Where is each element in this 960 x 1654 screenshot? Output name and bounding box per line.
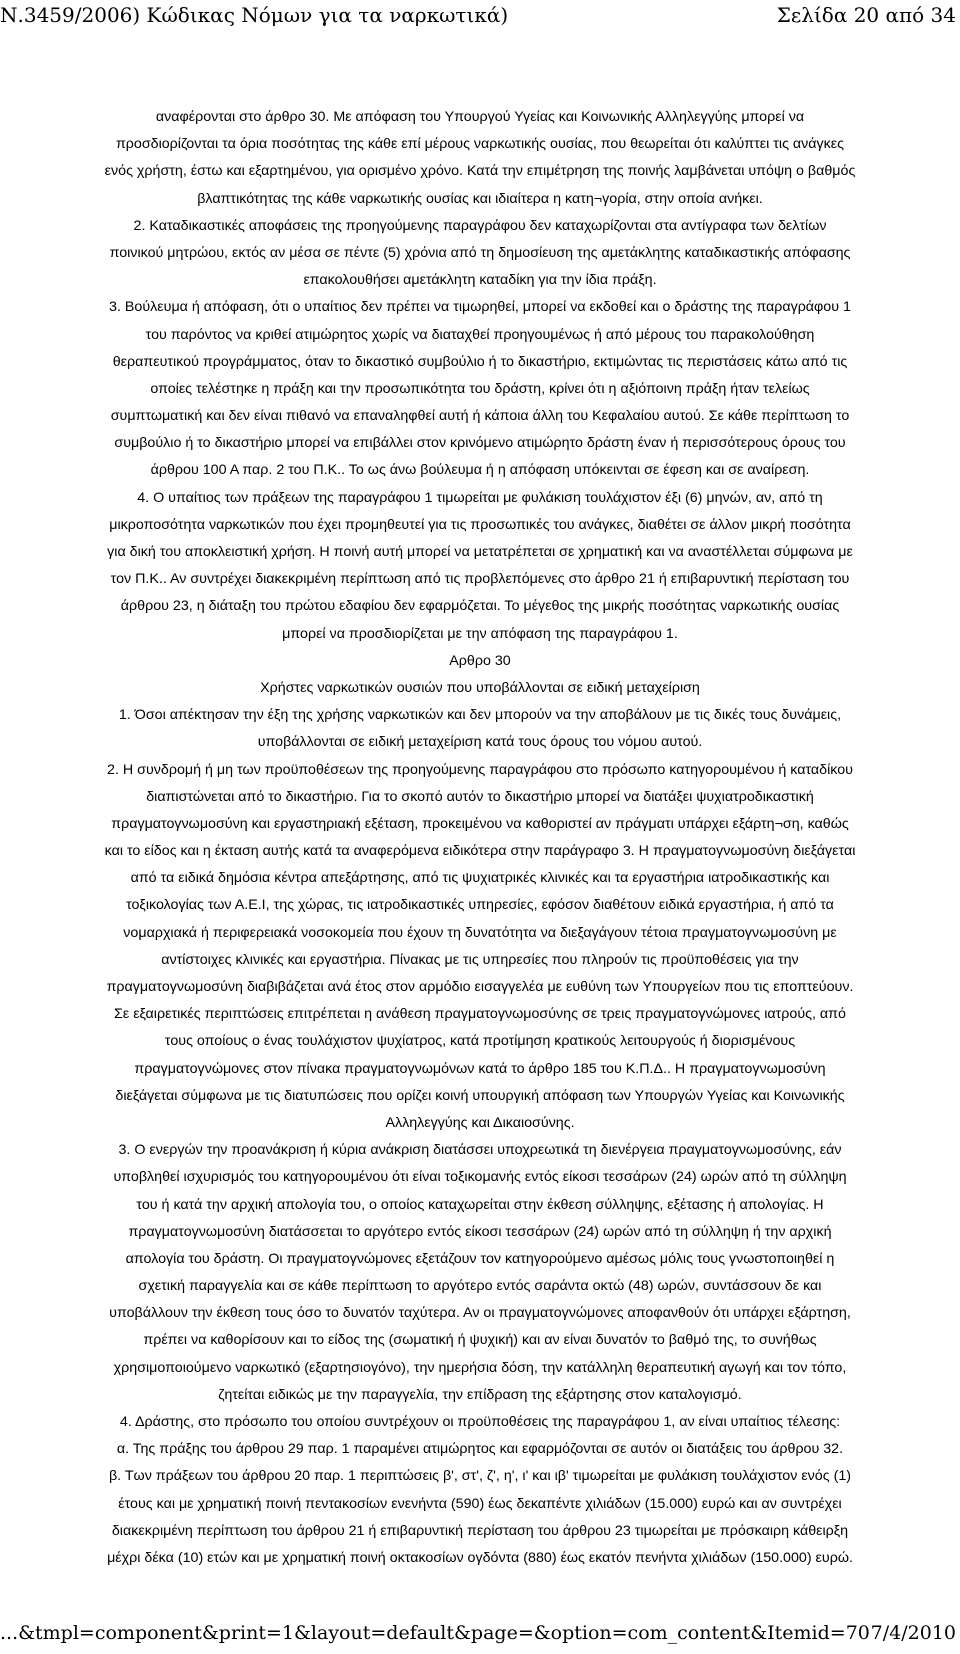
text-line: υποβάλλονται σε ειδική μεταχείριση κατά τους όρους του νόμου αυτού. <box>257 734 703 751</box>
text-line: διεξάγεται σύμφωνα με τις διατυπώσεις που ορίζει κοινή υπουργική απόφαση των Υπουργών Υγείας και Κοινωνικής <box>115 1087 845 1104</box>
text-line: του ή κατά την αρχική απολογία του, ο οποίος καταχωρείται στην έκθεση σύλληψης, εξέτασης ή απολογίας. Η <box>136 1196 824 1213</box>
text-line: Σε εξαιρετικές περιπτώσεις επιτρέπεται η ανάθεση πραγματογνωμοσύνης σε τρεις πραγματογνώμονες ιατρούς, από <box>114 1006 846 1023</box>
text-line: προσδιορίζονται τα όρια ποσότητας της κάθε επί μέρους ναρκωτικής ουσίας, που θεωρείται ότι καλύπτει τις ανάγκες <box>115 136 845 153</box>
text-line: Αρθρο 30 <box>449 652 511 669</box>
text-line: υποβάλλουν την έκθεση τους όσο το δυνατόν ταχύτερα. Αν οι πραγματογνώμονες αποφανθούν ότι υπάρχει εξάρτηση, <box>109 1305 851 1322</box>
text-line: πραγματογνωμοσύνη και εργαστηριακή εξέταση, προκειμένου να καθοριστεί αν πράγματι υπάρχει εξάρτη¬ση, καθώς <box>111 815 849 832</box>
text-line: 3. Ο ενεργών την προανάκριση ή κύρια ανάκριση διατάσσει υποχρεωτικά τη διενέργεια πραγματογνωμοσύνης, εάν <box>118 1142 842 1159</box>
text-line: διαπιστώνεται από το δικαστήριο. Για το σκοπό αυτόν το δικαστήριο μπορεί να διατάξει ψυχιατροδικαστική <box>146 788 814 805</box>
text-line: ενός χρήστη, έστω και εξαρτημένου, για ορισμένο χρόνο. Κατά την επιμέτρηση της ποινής λαμβάνεται υπόψη ο βαθμός <box>104 163 856 180</box>
text-line: και το είδος και η έκταση αυτής κατά τα αναφερόμενα ειδικότερα στην παράγραφο 3. Η πραγματογνωμοσύνη διεξάγεται <box>104 843 856 860</box>
text-line: από τα ειδικά δημόσια κέντρα απεξάρτησης, από τις ψυχιατρικές κλινικές και τα εργαστήρια ιατροδικαστικής και <box>130 870 830 887</box>
text-line: επακολουθήσει αμετάκλητη καταδίκη για την ίδια πράξη. <box>303 272 657 289</box>
text-line: οποίες τελέστηκε η πράξη και την προσωπικότητα του δράστη, κρίνει ότι η αξιόποινη πράξη ήταν τελείως <box>150 380 810 397</box>
text-line: πρέπει να καθορίσουν και το είδος της (σωματική ή ψυχική) και αν είναι δυνατόν το βαθμό της, το συνήθως <box>143 1332 817 1349</box>
text-line: συμβούλιο ή το δικαστήριο μπορεί να επιβάλλει στον κρινόμενο ατιμώρητο δράστη έναν ή περισσότερους όρους του <box>114 435 846 452</box>
text-line: τον Π.Κ.. Αν συντρέχει διακεκριμένη περίπτωση από τις προβλεπόμενες στο άρθρο 21 ή επιβαρυντική περίσταση του <box>110 571 850 588</box>
text-line: διακεκριμένη περίπτωση του άρθρου 21 ή επιβαρυντική περίσταση του άρθρου 23 τιμωρείται με πρόσκαιρη κάθειρξη <box>111 1522 849 1539</box>
text-line: νομαρχιακά ή περιφερειακά νοσοκομεία που έχουν τη δυνατότητα να διεξαγάγουν τέτοια πραγματογνωμοσύνη με <box>123 924 837 941</box>
text-line: απολογία του δράστη. Οι πραγματογνώμονες εξετάζουν τον κατηγορούμενο αμέσως μόλις τους γνωστοποιηθεί η <box>125 1250 835 1267</box>
text-line: Αλληλεγγύης και Δικαιοσύνης. <box>385 1114 575 1131</box>
text-line: έτους και με χρηματική ποινή πεντακοσίων ενενήντα (590) έως δεκαπέντε χιλιάδων (15.000) ευρώ και αν συντρέχει <box>118 1495 842 1512</box>
text-line: τους οποίους ο ένας τουλάχιστον ψυχίατρος, κατά προτίμηση κρατικούς λειτουργούς ή διορισμένους <box>164 1033 796 1050</box>
text-line: 2. Καταδικαστικές αποφάσεις της προηγούμενης παραγράφου δεν καταχωρίζονται στα αντίγραφα των δελτίων <box>133 217 827 234</box>
text-line: για δική του αποκλειστική χρήση. Η ποινή αυτή μπορεί να μετατρέπεται σε χρηματική και να αναστέλλεται σύμφωνα με <box>107 544 853 560</box>
text-line: υποβληθεί ισχυρισμός του κατηγορουμένου ότι είναι τοξικομανής εντός είκοσι τεσσάρων (24) ωρών από τη σύλληψη <box>113 1169 847 1186</box>
text-line: θεραπευτικού προγράμματος, όταν το δικαστικό συμβούλιο ή το δικαστήριο, εκτιμώντας τις περιστάσεις κάτω από τις <box>112 353 848 370</box>
text-line: ζητείται ειδικώς με την παραγγελία, την επίδραση της εξάρτησης στον καταλογισμό. <box>218 1386 742 1403</box>
page-number: Σελίδα 20 από 34 <box>776 3 956 27</box>
text-line: χρησιμοποιούμενο ναρκωτικό (εξαρτησιογόνο), την ημερήσια δόση, την κατάλληλη θεραπευτική αγωγή και τον τόπο, <box>113 1359 847 1376</box>
text-line: πραγματογνωμοσύνη διατάσσεται το αργότερο εντός είκοσι τεσσάρων (24) ωρών από τη σύλληψη ή την αρχική <box>128 1223 832 1240</box>
text-line: μέχρι δέκα (10) ετών και με χρηματική ποινή οκτακοσίων ογδόντα (880) έως εκατόν πενήντα χιλιάδων (150.000) ευρώ. <box>107 1549 853 1566</box>
text-line: συμπτωματική και δεν είναι πιθανό να επαναληφθεί αυτή ή κάποια άλλη του Κεφαλαίου αυτού. Σε κάθε περίπτωση το <box>110 408 850 425</box>
page-footer <box>0 1620 960 1650</box>
text-line: ποινικού μητρώου, εκτός αν μέσα σε πέντε (5) χρόνια από τη δημοσίευση της αμετάκλητης καταδικαστικής απόφασης <box>109 244 851 261</box>
text-line: του παρόντος να κριθεί ατιμώρητος χωρίς να διαταχθεί προηγουμένως ή από μέρους του παρακολούθηση <box>145 326 815 343</box>
footer-date: 7/4/2010 <box>870 1622 956 1644</box>
text-line: 4. Δράστης, στο πρόσωπο του οποίου συντρέχουν οι προϋποθέσεις της παραγράφου 1, αν είναι υπαίτιος τέλεσης: <box>119 1414 841 1430</box>
text-line: μικροποσότητα ναρκωτικών που έχει προμηθευτεί για τις προσωπικές του ανάγκες, διαθέτει σε άλλον μικρή ποσότητα <box>109 516 851 533</box>
text-line: πραγματογνωμοσύνη διαβιβάζεται ανά έτος στον αρμόδιο εισαγγελέα με ευθύνη των Υπουργείων που τις εποπτεύουν. <box>106 979 854 995</box>
text-line: 4. Ο υπαίτιος των πράξεων της παραγράφου 1 τιμωρείται με φυλάκιση τουλάχιστον έξι (6) μηνών, αν, από τη <box>137 489 823 506</box>
text-line: άρθρου 100 Α παρ. 2 του Π.Κ.. Το ως άνω βούλευμα ή η απόφαση υπόκεινται σε έφεση και σε αναίρεση. <box>150 462 810 479</box>
page-header <box>0 0 960 40</box>
text-line: β. Των πράξεων του άρθρου 20 παρ. 1 περιπτώσεις β', στ', ζ', η', ι' και ιβ' τιμωρείται με φυλάκιση τουλάχιστον ενός (1) <box>108 1468 852 1485</box>
text-line: α. Της πράξης του άρθρου 29 παρ. 1 παραμένει ατιμώρητος και εφαρμόζονται σε αυτόν οι διατάξεις του άρθρου 32. <box>116 1441 844 1458</box>
text-line: 1. Όσοι απέκτησαν την έξη της χρήσης ναρκωτικών και δεν μπορούν να την αποβάλουν με τις δικές τους δυνάμεις, <box>118 707 842 724</box>
text-line: 2. Η συνδρομή ή μη των προϋποθέσεων της προηγούμενης παραγράφου στο πρόσωπο κατηγορουμένου ή καταδίκου <box>107 761 853 778</box>
text-line: αναφέρονται στο άρθρο 30. Με απόφαση του Υπουργού Υγείας και Κοινωνικής Αλληλεγγύης μπορεί να <box>155 109 805 125</box>
document-body <box>0 104 960 1572</box>
text-line: 3. Βούλευμα ή απόφαση, ότι ο υπαίτιος δεν πρέπει να τιμωρηθεί, μπορεί να εκδοθεί και ο δράστης της παραγράφου 1 <box>109 299 851 316</box>
footer-url: ...&tmpl=component&print=1&layout=default&page=&option=com_content&Itemid=70 <box>0 1622 870 1644</box>
text-line: αντίστοιχες κλινικές και εργαστήρια. Πίνακας με τις υπηρεσίες που πληρούν τις προϋποθέσεις για την <box>161 951 799 968</box>
text-line: βλαπτικότητας της κάθε ναρκωτικής ουσίας και ιδιαίτερα η κατη¬γορία, στην οποία ανήκει. <box>197 190 763 207</box>
document-title: Ν.3459/2006) Κώδικας Νόμων για τα ναρκωτικά) <box>0 3 509 27</box>
text-line: μπορεί να προσδιορίζεται με την απόφαση της παραγράφου 1. <box>282 625 678 642</box>
text-line: σχετική παραγγελία και σε κάθε περίπτωση το αργότερο εντός σαράντα οκτώ (48) ωρών, συντάσσουν δε και <box>138 1278 822 1295</box>
text-line: άρθρου 23, η διάταξη του πρώτου εδαφίου δεν εφαρμόζεται. Το μέγεθος της μικρής ποσότητας ναρκωτικής ουσίας <box>120 598 840 615</box>
text-line: Χρήστες ναρκωτικών ουσιών που υποβάλλονται σε ειδική μεταχείριση <box>260 679 700 696</box>
text-line: τοξικολογίας των Α.Ε.Ι, της χώρας, τις ιατροδικαστικές υπηρεσίες, εφόσον διαθέτουν ειδικά εργαστήρια, ή από τα <box>126 897 834 914</box>
text-line: πραγματογνώμονες στον πίνακα πραγματογνωμόνων κατά το άρθρο 185 του Κ.Π.Δ.. Η πραγματογνωμοσύνη <box>134 1060 826 1077</box>
